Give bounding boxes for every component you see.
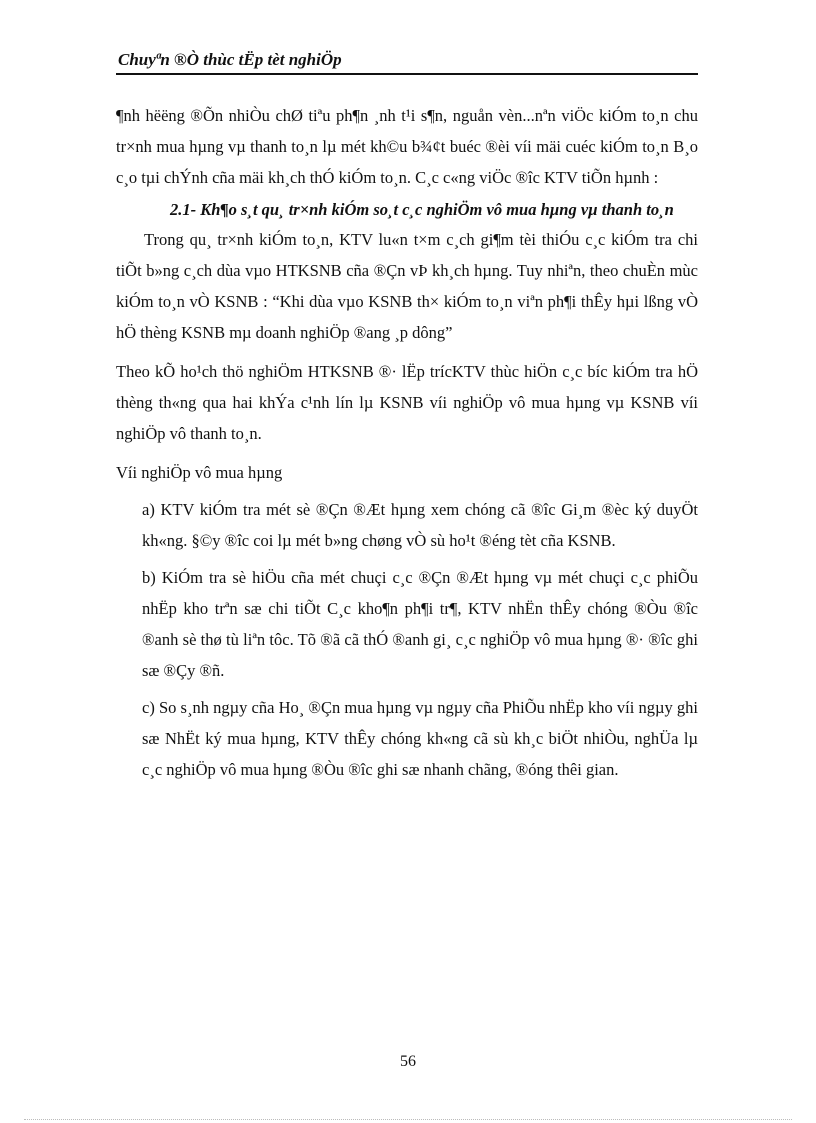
section-heading: 2.1- Kh¶o s¸t qu¸ tr×nh kiÓm so¸t c¸c nghiÖm vô mua hµng vµ thanh to¸n xyxy=(170,200,674,219)
list-item-b: b) KiÓm tra sè hiÖu cña mét chuçi c¸c ®Çn ®Æt hµng vµ mét chuçi c¸c phiÕu nhËp kho trªn sæ chi tiÕt C¸c kho¶n ph¶i tr¶, KTV nhËn thÊy chóng ®Òu ®îc ®anh sè thø tù liªn tôc. Tõ ®ã cã thÓ ®anh gi¸ c¸c nghiÖp vô mua hµng ®· ®îc ghi sæ ®Çy ®ñ. xyxy=(142,568,698,680)
paragraph-intro: ¶nh hëëng ®Õn nhiÒu chØ tiªu ph¶n ¸nh t¹i s¶n, nguån vèn...nªn viÖc kiÓm to¸n chu tr×nh mua hµng vµ thanh to¸n lµ mét kh©u b¾¢t buéc ®èi víi mäi cuéc kiÓm to¸n B¸o c¸o tµi chÝnh cña mäi kh¸ch thÓ kiÓm to¸n. C¸c c«ng viÖc ®îc KTV tiÕn hµnh : xyxy=(116,106,698,187)
list-item-c: c) So s¸nh ngµy cña Ho¸ ®Çn mua hµng vµ ngµy cña PhiÕu nhËp kho víi ngµy ghi sæ NhËt ký mua hµng, KTV thÊy chóng kh«ng cã sù kh¸c biÖt nhiÒu, nghÜa lµ c¸c nghiÖp vô mua hµng ®Òu ®îc ghi sæ nhanh chãng, ®óng thêi gian. xyxy=(142,698,698,779)
document-body xyxy=(116,100,698,785)
list-item-a: a) KTV kiÓm tra mét sè ®Çn ®Æt hµng xem chóng cã ®îc Gi¸m ®èc ký duyÖt kh«ng. §©y ®îc coi lµ mét b»ng chøng vÒ sù ho¹t ®éng tèt cña KSNB. xyxy=(142,500,698,550)
section-body: Trong qu¸ tr×nh kiÓm to¸n, KTV lu«n t×m c¸ch gi¶m tèi thiÓu c¸c kiÓm tra chi tiÕt b»ng c¸ch dùa vµo HTKSNB cña ®Çn vÞ kh¸ch hµng. Tuy nhiªn, theo chuÈn mùc kiÓm to¸n vÒ KSNB : “Khi dùa vµo KSNB th× kiÓm to¸n viªn ph¶i thÊy hµi lßng vÒ hÖ thèng KSNB mµ doanh nghiÖp ®ang ¸p dông” xyxy=(116,230,698,342)
header-rule xyxy=(116,73,698,75)
paragraph-purchase: Víi nghiÖp vô mua hµng xyxy=(116,463,283,482)
page-number: 56 xyxy=(400,1053,416,1070)
header-title: Chuyªn ®Ò thùc tËp tèt nghiÖp xyxy=(118,50,342,69)
bottom-border xyxy=(24,1119,792,1120)
paragraph-plan: Theo kÕ ho¹ch thö nghiÖm HTKSNB ®· lËp trícKTV thùc hiÖn c¸c bíc kiÓm tra hÖ thèng th«ng qua hai khÝa c¹nh lín lµ KSNB víi nghiÖp vô mua hµng vµ KSNB víi nghiÖp vô thanh to¸n. xyxy=(116,362,698,443)
